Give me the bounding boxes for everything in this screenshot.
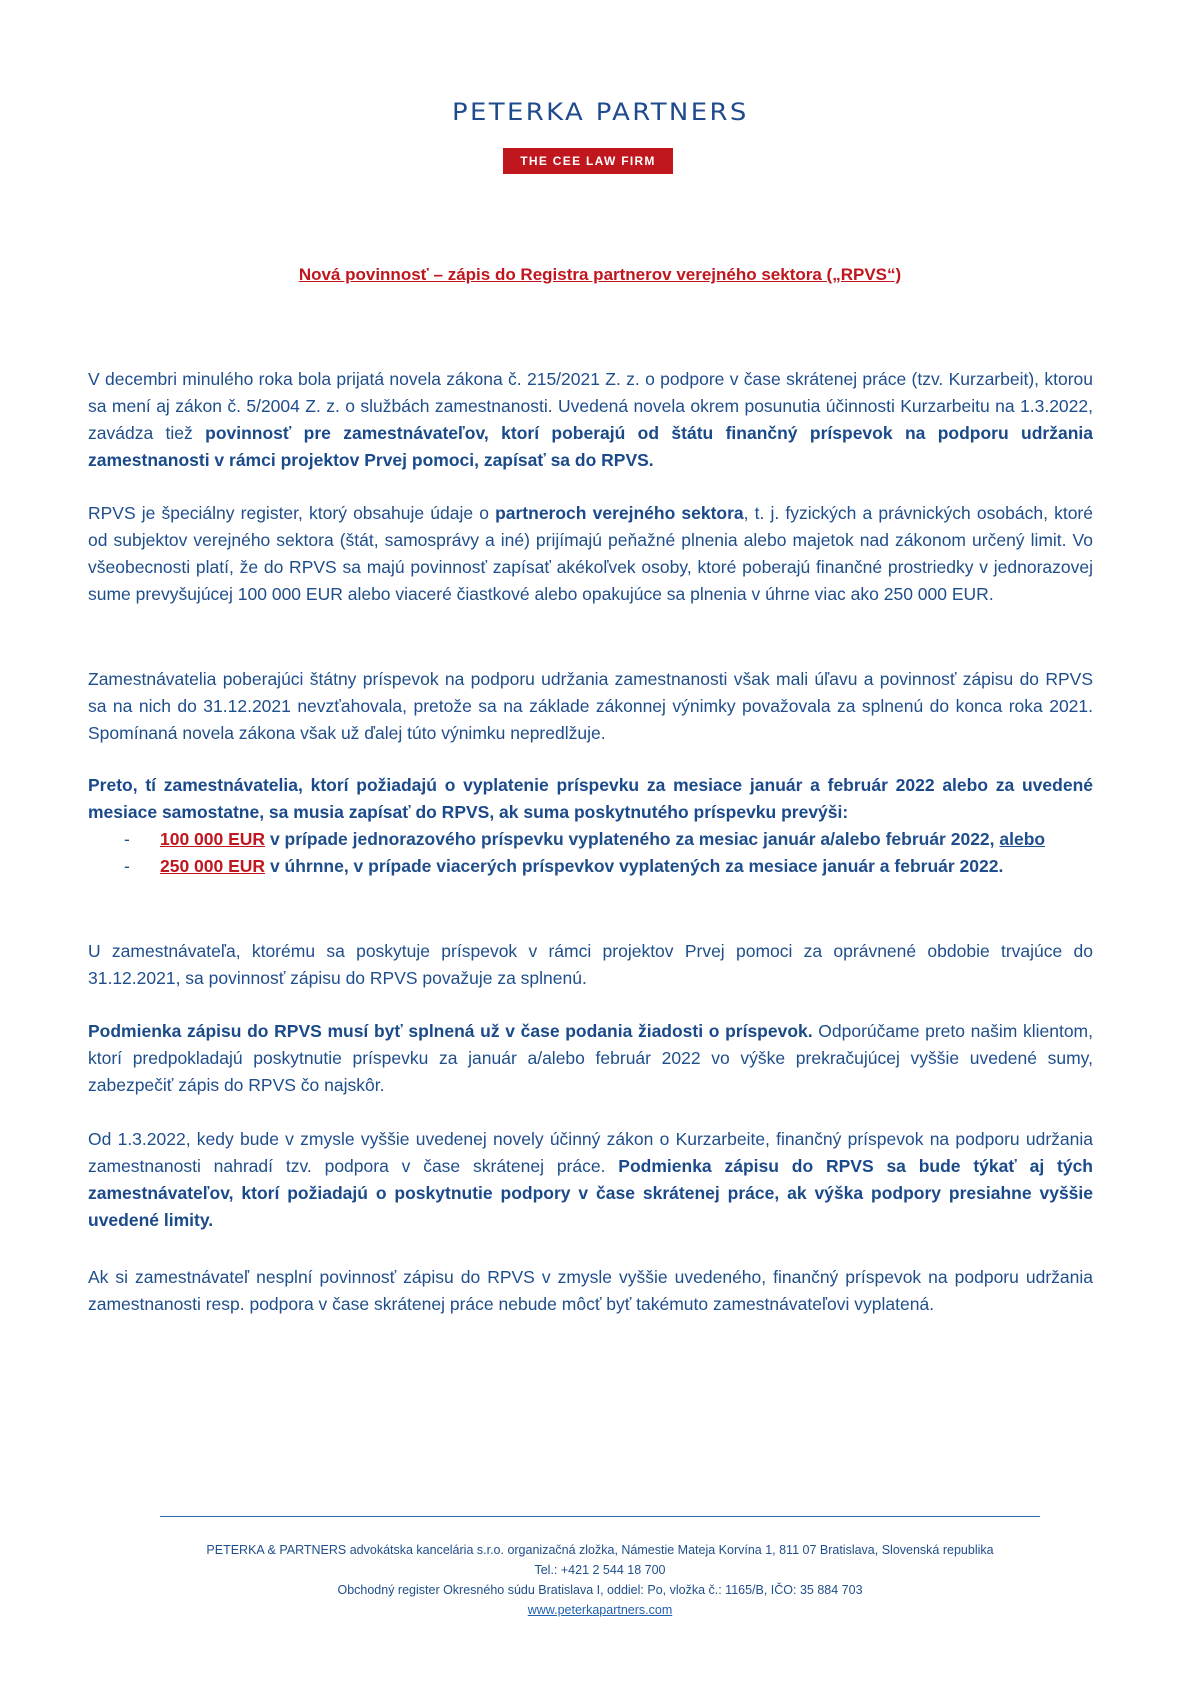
paragraph-text: Zamestnávatelia poberajúci štátny príspevok na podporu udržania zamestnanosti však mali úľavu a povinnosť zápisu do RPVS sa na nich do 31.12.2021 nevzťahovala, pretože sa na základe zákonnej výnimky považovala za splnenú do konca roka 2021. Spomínaná novela zákona však už ďalej túto výnimku nepredlžuje. — [88, 669, 1093, 743]
threshold-amount: 100 000 EUR — [160, 829, 266, 849]
paragraph-text: V decembri minulého roka bola prijatá novela zákona č. 215/2021 Z. z. o podpore v čase skrátenej práce (tzv. Kurzarbeit), ktorou sa mení aj zákon č. 5/2004 Z. z. o službách zamestnanosti. Uvedená novela okrem posunutia účinnosti Kurzarbeitu na 1.3.2022, zavádza tiež — [88, 369, 1093, 443]
paragraph-condition — [88, 1018, 1093, 1099]
list-dash: - — [124, 856, 130, 876]
footer-phone: Tel.: +421 2 544 18 700 — [534, 1563, 666, 1577]
paragraph-text: , t. j. fyzických a právnických osobách, ktoré od subjektov verejného sektora (štát, samosprávy a iné) prijímajú peňažné plnenia alebo majetok nad zákonom určený limit. Vo všeobecnosti platí, že do RPVS sa majú povinnosť zapísať akékoľvek osoby, ktoré poberajú finančné prostriedky v jednorazovej sume prevyšujúcej 100 000 EUR alebo viaceré čiastkové alebo opakujúce sa plnenia v úhrne viac ako 250 000 EUR. — [88, 503, 1093, 604]
list-item-text: v úhrnne, v prípade viacerých príspevkov vyplatených za mesiace január a február 2022. — [265, 856, 1004, 876]
logo-tagline-badge: THE CEE LAW FIRM — [503, 148, 673, 174]
paragraph-consequence — [88, 1264, 1093, 1318]
threshold-amount: 250 000 EUR — [160, 856, 266, 876]
paragraph-thresholds — [88, 772, 1093, 880]
list-item-conjunction: alebo — [999, 829, 1046, 849]
list-item — [88, 826, 1093, 853]
list-item — [88, 853, 1093, 880]
list-dash: - — [124, 829, 130, 849]
paragraph-text: Ak si zamestnávateľ nesplní povinnosť zápisu do RPVS v zmysle vyššie uvedeného, finančný príspevok na podporu udržania zamestnanosti resp. podpora v čase skrátenej práce nebude môcť byť takémuto zamestnávateľovi vyplatená. — [88, 1267, 1093, 1314]
footer-divider — [160, 1516, 1040, 1517]
paragraph-text: Od 1.3.2022, kedy bude v zmysle vyššie uvedenej novely účinný zákon o Kurzarbeite, finančný príspevok na podporu udržania zamestnanosti nahradí tzv. podpora v čase skrátenej práce. — [88, 1129, 1093, 1176]
list-item-text: v prípade jednorazového príspevku vyplateného za mesiac január a/alebo február 2022, — [265, 829, 1000, 849]
paragraph-bold-text: Podmienka zápisu do RPVS musí byť splnená už v čase podania žiadosti o príspevok. — [88, 1021, 813, 1041]
paragraph-bold-text: partneroch verejného sektora — [495, 503, 744, 523]
paragraph-bold-text: Preto, tí zamestnávatelia, ktorí požiadajú o vyplatenie príspevku za mesiace január a február 2022 alebo za uvedené mesiace samostatne, sa musia zapísať do RPVS, ak suma poskytnutého príspevku prevýši: — [88, 775, 1093, 822]
paragraph-text: RPVS je špeciálny register, ktorý obsahuje údaje o — [88, 503, 496, 523]
paragraph-fulfilled — [88, 938, 1093, 992]
paragraph-text: Odporúčame preto našim klientom, ktorí predpokladajú poskytnutie príspevku za január a/alebo február 2022 vo výške prekračujúcej vyššie uvedené sumy, zabezpečiť zápis do RPVS čo najskôr. — [88, 1021, 1093, 1095]
firm-logo — [0, 98, 1200, 126]
paragraph-text: U zamestnávateľa, ktorému sa poskytuje príspevok v rámci projektov Prvej pomoci za oprávnené obdobie trvajúce do 31.12.2021, sa povinnosť zápisu do RPVS považuje za splnenú. — [88, 941, 1093, 988]
footer-address: PETERKA & PARTNERS advokátska kancelária s.r.o. organizačná zložka, Námestie Mateja Korvína 1, 811 07 Bratislava, Slovenská republika — [206, 1543, 994, 1557]
threshold-list — [88, 826, 1093, 880]
footer-registry: Obchodný register Okresného súdu Bratislava I, oddiel: Po, vložka č.: 1165/B, IČO: 35 884 703 — [337, 1583, 863, 1597]
paragraph-bold-text: Podmienka zápisu do RPVS sa bude týkať aj tých zamestnávateľov, ktorí požiadajú o poskytnutie podpory v čase skrátenej práce, ak výška podpory presiahne vyššie uvedené limity. — [88, 1156, 1093, 1230]
paragraph-exemption — [88, 666, 1093, 747]
footer-website-link[interactable]: www.peterkapartners.com — [527, 1603, 673, 1617]
footer — [0, 1540, 1200, 1620]
paragraph-bold-text: povinnosť pre zamestnávateľov, ktorí poberajú od štátu finančný príspevok na podporu udržania zamestnanosti v rámci projektov Prvej pomoci, zapísať sa do RPVS. — [88, 423, 1093, 470]
paragraph-rpvs-definition — [88, 500, 1093, 608]
document-title: Nová povinnosť – zápis do Registra partnerov verejného sektora („RPVS“) — [298, 265, 902, 284]
paragraph-kurzarbeit — [88, 1126, 1093, 1234]
paragraph-intro — [88, 366, 1093, 474]
logo-firm-name: PETERKA PARTNERS — [451, 98, 749, 126]
